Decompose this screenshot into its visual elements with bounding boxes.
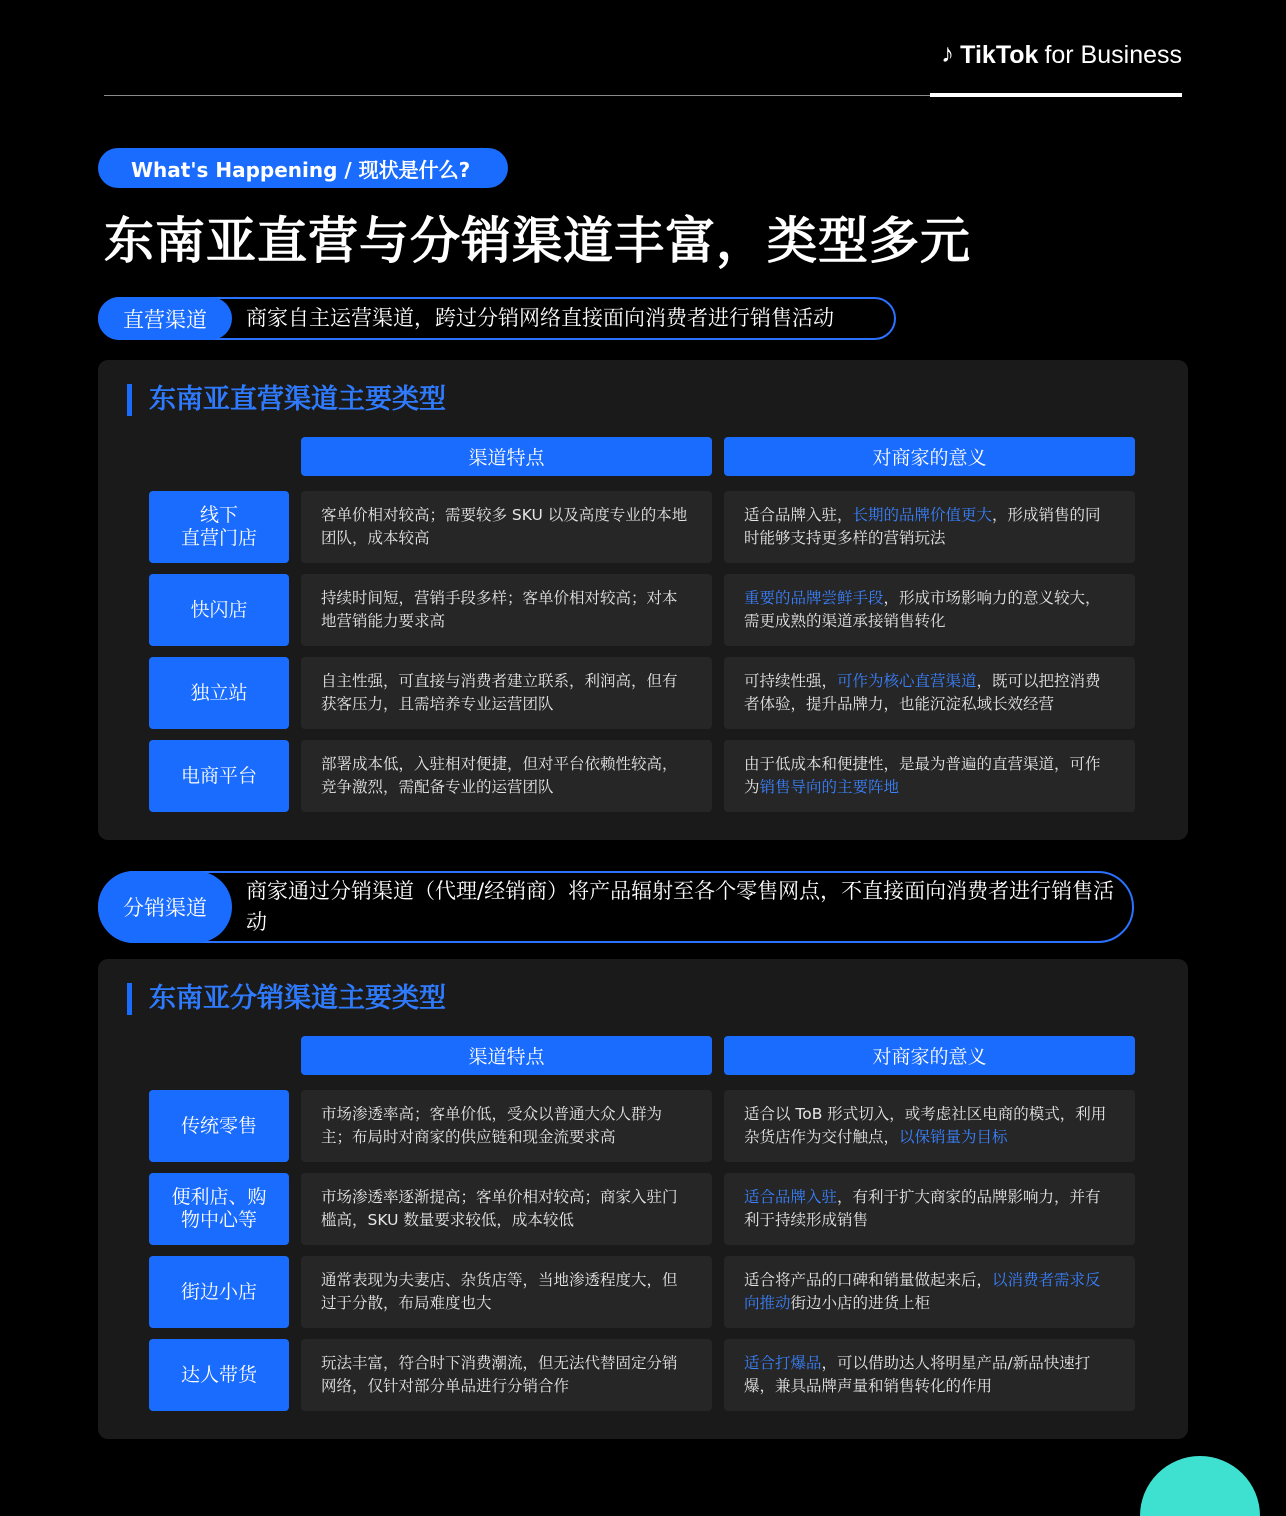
page-title: 东南亚直营与分销渠道丰富，类型多元 [104,212,971,270]
section-pill-label: What's Happening / 现状是什么? [131,157,471,182]
tiktok-note-icon: ♪ [941,38,955,68]
table-row [98,657,1188,729]
row-label: 电商平台 [149,740,289,812]
feature-cell [301,574,712,646]
meaning-text [744,1186,1115,1232]
brand-suffix: for Business [1044,41,1182,69]
direct-channel-banner [98,297,896,340]
panel-title: 东南亚直营渠道主要类型 [127,384,446,416]
meaning-segment: 适合品牌入驻， [744,506,853,524]
distribution-channel-panel [98,959,1188,1439]
meaning-segment: 街边小店的进货上柜 [790,1294,931,1312]
meaning-cell [724,491,1135,563]
meaning-cell [724,1173,1135,1245]
column-header-features: 渠道特点 [301,1036,712,1075]
feature-text: 持续时间短，营销手段多样；客单价相对较高；对本地营销能力要求高 [321,589,678,630]
meaning-highlight: 以保销量为目标 [899,1128,1008,1146]
meaning-highlight: 销售导向的主要阵地 [759,778,900,796]
section-pill [98,148,508,188]
feature-text: 玩法丰富，符合时下消费潮流，但无法代替固定分销网络，仅针对部分单品进行分销合作 [321,1354,678,1395]
meaning-cell [724,1090,1135,1162]
feature-cell [301,1090,712,1162]
direct-channel-description: 商家自主运营渠道，跨过分销网络直接面向消费者进行销售活动 [246,306,834,330]
meaning-segment: ，既可以把控消费者体验，提升品牌力，也能沉淀私域长效经营 [744,672,1101,713]
table-row [98,740,1188,812]
meaning-segment: 适合以 ToB 形式切入，或考虑社区电商的模式，利用杂货店作为交付触点， [744,1105,1107,1146]
feature-cell [301,740,712,812]
meaning-highlight: 可作为核心直营渠道 [837,672,977,690]
column-header-features: 渠道特点 [301,437,712,476]
feature-text: 市场渗透率高；客单价低，受众以普通大众人群为主；布局时对商家的供应链和现金流要求高 [321,1105,663,1146]
meaning-segment: ，形成销售的同时能够支持更多样的营销玩法 [744,506,1101,547]
brand-name: TikTok [960,41,1039,69]
tiktok-business-logo [941,40,1182,71]
feature-text: 自主性强，可直接与消费者建立联系，利润高，但有获客压力，且需培养专业运营团队 [321,672,678,713]
meaning-text [744,587,1115,633]
feature-text: 客单价相对较高；需要较多 SKU 以及高度专业的本地团队，成本较高 [321,506,688,547]
meaning-cell [724,1256,1135,1328]
row-label: 快闪店 [149,574,289,646]
feature-cell [301,491,712,563]
table-row [98,574,1188,646]
direct-channel-panel [98,360,1188,840]
table-row [98,1256,1188,1328]
row-label: 线下 直营门店 [149,491,289,563]
meaning-cell [724,1339,1135,1411]
distribution-channel-description: 商家通过分销渠道（代理/经销商）将产品辐射至各个零售网点，不直接面向消费者进行销售活动 [246,879,1115,934]
meaning-segment: ，有利于扩大商家的品牌影响力，并有利于持续形成销售 [744,1188,1101,1229]
column-header-meaning: 对商家的意义 [724,1036,1135,1075]
meaning-segment: ，可以借助达人将明星产品/新品快速打爆，兼具品牌声量和销售转化的作用 [744,1354,1091,1395]
row-label: 达人带货 [149,1339,289,1411]
meaning-cell [724,574,1135,646]
table-row [98,1090,1188,1162]
column-header-meaning: 对商家的意义 [724,437,1135,476]
row-label: 独立站 [149,657,289,729]
meaning-text [744,753,1115,799]
meaning-text [744,1103,1115,1149]
meaning-text [744,670,1115,716]
meaning-highlight: 适合品牌入驻 [744,1188,838,1206]
header-divider-accent [930,93,1182,97]
meaning-highlight: 重要的品牌尝鲜手段 [744,589,884,607]
meaning-cell [724,740,1135,812]
table-row [98,1339,1188,1411]
feature-text: 部署成本低，入驻相对便捷，但对平台依赖性较高，竞争激烈，需配备专业的运营团队 [321,755,678,796]
feature-text: 市场渗透率逐渐提高；客单价相对较高；商家入驻门槛高，SKU 数量要求较低，成本较低 [321,1188,678,1229]
meaning-cell [724,657,1135,729]
meaning-text [744,1352,1115,1398]
feature-cell [301,657,712,729]
feature-text: 通常表现为夫妻店、杂货店等，当地渗透程度大，但过于分散，布局难度也大 [321,1271,678,1312]
meaning-highlight: 适合打爆品 [744,1354,822,1372]
decorative-shape [1140,1456,1260,1516]
meaning-segment: 由于低成本和便捷性，是最为普遍的直营渠道，可作为 [744,755,1101,796]
meaning-text [744,504,1115,550]
feature-cell [301,1256,712,1328]
meaning-segment: ，形成市场影响力的意义较大，需更成熟的渠道承接销售转化 [744,589,1101,630]
meaning-segment: 可持续性强， [744,672,838,690]
table-row [98,491,1188,563]
table-row [98,1173,1188,1245]
direct-channel-tag: 直营渠道 [98,297,232,340]
row-label: 便利店、购 物中心等 [149,1173,289,1245]
feature-cell [301,1339,712,1411]
meaning-segment: 适合将产品的口碑和销量做起来后， [744,1271,993,1289]
distribution-channel-tag: 分销渠道 [98,871,232,943]
row-label: 街边小店 [149,1256,289,1328]
row-label: 传统零售 [149,1090,289,1162]
meaning-highlight: 以消费者需求反向推动 [744,1271,1101,1312]
meaning-text [744,1269,1115,1315]
feature-cell [301,1173,712,1245]
distribution-channel-banner [98,871,1134,943]
panel-title: 东南亚分销渠道主要类型 [127,983,446,1015]
meaning-highlight: 长期的品牌价值更大 [852,506,993,524]
